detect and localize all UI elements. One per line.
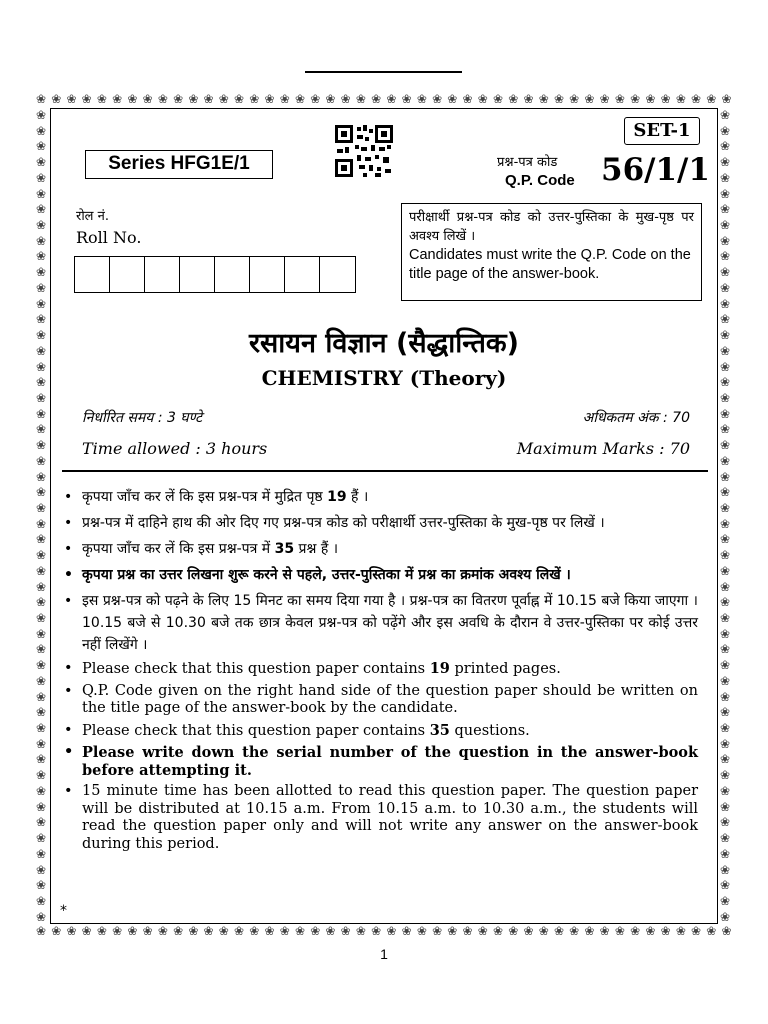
- floral-ornament-icon: ❀: [127, 924, 138, 938]
- floral-ornament-icon: ❀: [706, 924, 717, 938]
- floral-ornament-icon: ❀: [340, 924, 351, 938]
- floral-ornament-icon: ❀: [432, 92, 443, 106]
- roll-digit-box[interactable]: [145, 257, 180, 292]
- floral-ornament-icon: ❀: [719, 721, 731, 736]
- asterisk-mark: *: [60, 903, 67, 919]
- floral-ornament-icon: ❀: [35, 312, 47, 327]
- floral-ornament-icon: ❀: [719, 799, 731, 814]
- floral-ornament-icon: ❀: [35, 909, 47, 924]
- floral-ornament-icon: ❀: [645, 924, 656, 938]
- floral-ornament-icon: ❀: [218, 92, 229, 106]
- floral-ornament-icon: ❀: [447, 92, 458, 106]
- floral-ornament-icon: ❀: [35, 736, 47, 751]
- floral-ornament-icon: ❀: [719, 485, 731, 500]
- set-badge: SET-1: [624, 117, 700, 145]
- floral-ornament-icon: ❀: [35, 422, 47, 437]
- floral-ornament-icon: ❀: [508, 92, 519, 106]
- floral-ornament-icon: ❀: [264, 924, 275, 938]
- floral-ornament-icon: ❀: [719, 438, 731, 453]
- floral-ornament-icon: ❀: [719, 532, 731, 547]
- floral-ornament-icon: ❀: [35, 815, 47, 830]
- floral-ornament-icon: ❀: [719, 202, 731, 217]
- floral-ornament-icon: ❀: [249, 92, 260, 106]
- instructions-list: [62, 486, 698, 857]
- floral-ornament-icon: ❀: [35, 186, 47, 201]
- floral-ornament-icon: ❀: [35, 328, 47, 343]
- floral-ornament-icon: ❀: [35, 218, 47, 233]
- floral-ornament-icon: ❀: [112, 92, 123, 106]
- floral-ornament-icon: ❀: [279, 924, 290, 938]
- floral-ornament-icon: ❀: [371, 924, 382, 938]
- floral-ornament-icon: ❀: [508, 924, 519, 938]
- floral-ornament-icon: ❀: [538, 92, 549, 106]
- floral-ornament-icon: ❀: [719, 893, 731, 908]
- floral-ornament-icon: ❀: [310, 924, 321, 938]
- floral-ornament-icon: ❀: [35, 390, 47, 405]
- floral-ornament-icon: ❀: [719, 422, 731, 437]
- instruction-item: • 15 minute time has been allotted to read this question paper. The question paper will be distributed at 10.15 a.m. From 10.15 a.m. to 10.30 a.m., the students will read the question paper only and will not write any answer on the answer-book during this period.: [62, 783, 698, 853]
- floral-ornament-icon: ❀: [340, 92, 351, 106]
- floral-ornament-icon: ❀: [157, 924, 168, 938]
- floral-ornament-icon: ❀: [447, 924, 458, 938]
- floral-ornament-icon: ❀: [719, 343, 731, 358]
- floral-ornament-icon: ❀: [35, 500, 47, 515]
- floral-ornament-icon: ❀: [35, 359, 47, 374]
- subject-title-hindi: रसायन विज्ञान (सैद्धान्तिक): [249, 328, 519, 359]
- floral-ornament-icon: ❀: [325, 924, 336, 938]
- floral-ornament-icon: ❀: [614, 92, 625, 106]
- floral-ornament-icon: ❀: [35, 485, 47, 500]
- floral-ornament-icon: ❀: [719, 878, 731, 893]
- floral-ornament-icon: ❀: [234, 924, 245, 938]
- floral-ornament-icon: ❀: [719, 768, 731, 783]
- floral-ornament-icon: ❀: [371, 92, 382, 106]
- floral-ornament-icon: ❀: [35, 155, 47, 170]
- floral-ornament-icon: ❀: [462, 92, 473, 106]
- floral-ornament-icon: ❀: [719, 500, 731, 515]
- floral-ornament-icon: ❀: [310, 92, 321, 106]
- floral-ornament-icon: ❀: [719, 752, 731, 767]
- floral-ornament-icon: ❀: [416, 92, 427, 106]
- floral-ornament-icon: ❀: [35, 626, 47, 641]
- roll-digit-box[interactable]: [75, 257, 110, 292]
- floral-ornament-icon: ❀: [719, 626, 731, 641]
- floral-ornament-icon: ❀: [719, 705, 731, 720]
- floral-ornament-icon: ❀: [35, 516, 47, 531]
- floral-ornament-icon: ❀: [719, 108, 731, 122]
- floral-ornament-icon: ❀: [719, 673, 731, 688]
- floral-ornament-icon: ❀: [35, 658, 47, 673]
- floral-ornament-icon: ❀: [719, 312, 731, 327]
- floral-ornament-icon: ❀: [35, 296, 47, 311]
- floral-ornament-icon: ❀: [719, 783, 731, 798]
- floral-ornament-icon: ❀: [35, 579, 47, 594]
- roll-digit-box[interactable]: [180, 257, 215, 292]
- border-ornament-right: [718, 108, 734, 924]
- floral-ornament-icon: ❀: [35, 280, 47, 295]
- qp-code-label-hindi: प्रश्न-पत्र कोड: [497, 155, 558, 170]
- floral-ornament-icon: ❀: [569, 92, 580, 106]
- floral-ornament-icon: ❀: [719, 453, 731, 468]
- floral-ornament-icon: ❀: [584, 924, 595, 938]
- floral-ornament-icon: ❀: [645, 92, 656, 106]
- floral-ornament-icon: ❀: [35, 878, 47, 893]
- floral-ornament-icon: ❀: [35, 799, 47, 814]
- floral-ornament-icon: ❀: [96, 924, 107, 938]
- floral-ornament-icon: ❀: [35, 689, 47, 704]
- floral-ornament-icon: ❀: [66, 92, 77, 106]
- floral-ornament-icon: ❀: [553, 924, 564, 938]
- floral-ornament-icon: ❀: [173, 924, 184, 938]
- floral-ornament-icon: ❀: [719, 170, 731, 185]
- floral-ornament-icon: ❀: [35, 139, 47, 154]
- floral-ornament-icon: ❀: [386, 924, 397, 938]
- roll-number-boxes: [74, 256, 356, 293]
- qp-code-notice: [401, 203, 702, 301]
- floral-ornament-icon: ❀: [96, 92, 107, 106]
- floral-ornament-icon: ❀: [675, 92, 686, 106]
- floral-ornament-icon: ❀: [719, 689, 731, 704]
- floral-ornament-icon: ❀: [35, 170, 47, 185]
- floral-ornament-icon: ❀: [294, 92, 306, 106]
- floral-ornament-icon: ❀: [203, 92, 214, 106]
- floral-ornament-icon: ❀: [523, 92, 534, 106]
- floral-ornament-icon: ❀: [614, 924, 625, 938]
- floral-ornament-icon: ❀: [218, 924, 229, 938]
- floral-ornament-icon: ❀: [249, 924, 260, 938]
- floral-ornament-icon: ❀: [719, 328, 731, 343]
- floral-ornament-icon: ❀: [719, 469, 731, 484]
- floral-ornament-icon: ❀: [719, 139, 731, 154]
- qp-code-value: 56/1/1: [601, 152, 710, 188]
- instruction-item: • इस प्रश्न-पत्र को पढ़ने के लिए 15 मिनट का समय दिया गया है । प्रश्न-पत्र का वितरण पूर्वाह्न में 10.15 बजे किया जाएगा । 10.15 बजे से 10.30 बजे तक छात्र केवल प्रश्न-पत्र को पढ़ेंगे और इस अवधि के दौरान वे उत्तर-पुस्तिका पर कोई उत्तर नहीं लिखेंगे ।: [62, 590, 698, 656]
- floral-ornament-icon: ❀: [386, 92, 397, 106]
- floral-ornament-icon: ❀: [538, 924, 549, 938]
- roll-digit-box[interactable]: [320, 257, 355, 292]
- floral-ornament-icon: ❀: [35, 846, 47, 861]
- floral-ornament-icon: ❀: [691, 92, 702, 106]
- border-ornament-top: [34, 92, 734, 108]
- top-rule: [305, 71, 462, 73]
- floral-ornament-icon: ❀: [706, 92, 717, 106]
- floral-ornament-icon: ❀: [142, 924, 153, 938]
- notice-hindi: परीक्षार्थी प्रश्न-पत्र कोड को उत्तर-पुस्तिका के मुख-पृष्ठ पर अवश्य लिखें ।: [409, 210, 694, 244]
- floral-ornament-icon: ❀: [660, 924, 671, 938]
- floral-ornament-icon: ❀: [35, 673, 47, 688]
- floral-ornament-icon: ❀: [35, 831, 47, 846]
- floral-ornament-icon: ❀: [719, 831, 731, 846]
- floral-ornament-icon: ❀: [660, 92, 671, 106]
- instruction-item: • प्रश्न-पत्र में दाहिने हाथ की ओर दिए गए प्रश्न-पत्र कोड को परीक्षार्थी उत्तर-पुस्तिका के मुख-पृष्ठ पर लिखें ।: [62, 512, 698, 534]
- floral-ornament-icon: ❀: [35, 893, 47, 908]
- instruction-item: • Please check that this question paper contains 19 printed pages.: [62, 660, 698, 679]
- instruction-item: • कृपया प्रश्न का उत्तर लिखना शुरू करने से पहले, उत्तर-पुस्तिका में प्रश्न का क्रमांक अवश्य लिखें ।: [62, 564, 698, 586]
- floral-ornament-icon: ❀: [35, 862, 47, 877]
- floral-ornament-icon: ❀: [719, 359, 731, 374]
- floral-ornament-icon: ❀: [719, 186, 731, 201]
- instruction-item: • Please write down the serial number of the question in the answer-book before attempting it.: [62, 744, 698, 779]
- floral-ornament-icon: ❀: [719, 611, 731, 625]
- floral-ornament-icon: ❀: [35, 783, 47, 798]
- roll-digit-box[interactable]: [285, 257, 320, 292]
- floral-ornament-icon: ❀: [719, 123, 731, 138]
- roll-label-hindi: रोल नं.: [76, 209, 109, 224]
- floral-ornament-icon: ❀: [35, 768, 47, 783]
- floral-ornament-icon: ❀: [630, 92, 641, 106]
- floral-ornament-icon: ❀: [188, 92, 199, 106]
- floral-ornament-icon: ❀: [719, 862, 731, 877]
- floral-ornament-icon: ❀: [173, 92, 184, 106]
- floral-ornament-icon: ❀: [719, 280, 731, 295]
- floral-ornament-icon: ❀: [35, 532, 47, 547]
- roll-label: Roll No.: [76, 228, 142, 247]
- floral-ornament-icon: ❀: [35, 265, 47, 280]
- floral-ornament-icon: ❀: [630, 924, 641, 938]
- floral-ornament-icon: ❀: [719, 249, 731, 264]
- floral-ornament-icon: ❀: [432, 924, 443, 938]
- floral-ornament-icon: ❀: [721, 92, 732, 106]
- floral-ornament-icon: ❀: [35, 453, 47, 468]
- floral-ornament-icon: ❀: [51, 924, 62, 938]
- series-label: Series HFG1E/1: [85, 150, 273, 179]
- floral-ornament-icon: ❀: [719, 218, 731, 233]
- floral-ornament-icon: ❀: [493, 924, 504, 938]
- floral-ornament-icon: ❀: [553, 92, 564, 106]
- floral-ornament-icon: ❀: [719, 909, 731, 924]
- floral-ornament-icon: ❀: [719, 815, 731, 830]
- floral-ornament-icon: ❀: [462, 924, 473, 938]
- floral-ornament-icon: ❀: [719, 406, 731, 421]
- floral-ornament-icon: ❀: [127, 92, 138, 106]
- time-allowed-hindi: निर्धारित समय : 3 घण्टे: [82, 410, 203, 426]
- instruction-item: • कृपया जाँच कर लें कि इस प्रश्न-पत्र में 35 प्रश्न हैं ।: [62, 538, 698, 560]
- qp-code-label: Q.P. Code: [505, 172, 575, 189]
- floral-ornament-icon: ❀: [416, 924, 427, 938]
- floral-ornament-icon: ❀: [35, 406, 47, 421]
- floral-ornament-icon: ❀: [51, 92, 62, 106]
- floral-ornament-icon: ❀: [675, 924, 686, 938]
- floral-ornament-icon: ❀: [35, 469, 47, 484]
- floral-ornament-icon: ❀: [719, 595, 731, 610]
- floral-ornament-icon: ❀: [279, 92, 290, 106]
- floral-ornament-icon: ❀: [719, 390, 731, 405]
- floral-ornament-icon: ❀: [35, 548, 47, 563]
- floral-ornament-icon: ❀: [719, 265, 731, 280]
- floral-ornament-icon: ❀: [157, 92, 168, 106]
- floral-ornament-icon: ❀: [401, 92, 412, 106]
- floral-ornament-icon: ❀: [719, 155, 731, 170]
- floral-ornament-icon: ❀: [325, 92, 336, 106]
- floral-ornament-icon: ❀: [264, 92, 275, 106]
- floral-ornament-icon: ❀: [599, 924, 610, 938]
- floral-ornament-icon: ❀: [35, 924, 47, 938]
- floral-ornament-icon: ❀: [719, 296, 731, 311]
- instruction-item: • Please check that this question paper contains 35 questions.: [62, 722, 698, 741]
- floral-ornament-icon: ❀: [719, 658, 731, 673]
- floral-ornament-icon: ❀: [35, 202, 47, 217]
- floral-ornament-icon: ❀: [81, 924, 92, 938]
- floral-ornament-icon: ❀: [523, 924, 534, 938]
- floral-ornament-icon: ❀: [584, 92, 595, 106]
- time-allowed: Time allowed : 3 hours: [82, 439, 268, 458]
- floral-ornament-icon: ❀: [35, 752, 47, 767]
- floral-ornament-icon: ❀: [355, 92, 366, 106]
- floral-ornament-icon: ❀: [355, 924, 366, 938]
- floral-ornament-icon: ❀: [35, 343, 47, 358]
- floral-ornament-icon: ❀: [719, 233, 731, 248]
- border-ornament-left: [34, 108, 50, 924]
- floral-ornament-icon: ❀: [401, 924, 412, 938]
- max-marks: Maximum Marks : 70: [516, 439, 690, 458]
- floral-ornament-icon: ❀: [691, 924, 702, 938]
- floral-ornament-icon: ❀: [35, 249, 47, 264]
- floral-ornament-icon: ❀: [66, 924, 77, 938]
- floral-ornament-icon: ❀: [188, 924, 199, 938]
- qr-code-icon: [335, 125, 393, 177]
- instruction-item: • कृपया जाँच कर लें कि इस प्रश्न-पत्र में मुद्रित पृष्ठ 19 हैं ।: [62, 486, 698, 508]
- floral-ornament-icon: ❀: [719, 579, 731, 594]
- instruction-item: • Q.P. Code given on the right hand side of the question paper should be written on the title page of the answer-book by the candidate.: [62, 683, 698, 718]
- subject-title: CHEMISTRY (Theory): [261, 366, 507, 390]
- floral-ornament-icon: ❀: [719, 846, 731, 861]
- roll-digit-box[interactable]: [110, 257, 145, 292]
- floral-ornament-icon: ❀: [721, 924, 732, 938]
- floral-ornament-icon: ❀: [35, 705, 47, 720]
- floral-ornament-icon: ❀: [112, 924, 123, 938]
- floral-ornament-icon: ❀: [719, 642, 731, 657]
- floral-ornament-icon: ❀: [203, 924, 214, 938]
- floral-ornament-icon: ❀: [719, 736, 731, 751]
- floral-ornament-icon: ❀: [477, 92, 488, 106]
- floral-ornament-icon: ❀: [493, 92, 504, 106]
- floral-ornament-icon: ❀: [35, 92, 47, 106]
- floral-ornament-icon: ❀: [35, 721, 47, 736]
- floral-ornament-icon: ❀: [719, 375, 731, 390]
- floral-ornament-icon: ❀: [35, 233, 47, 248]
- roll-digit-box[interactable]: [250, 257, 285, 292]
- floral-ornament-icon: ❀: [35, 563, 47, 578]
- max-marks-hindi: अधिकतम अंक : 70: [582, 410, 690, 426]
- notice-english: Candidates must write the Q.P. Code on the title page of the answer-book.: [409, 247, 691, 282]
- floral-ornament-icon: ❀: [142, 92, 153, 106]
- floral-ornament-icon: ❀: [477, 924, 488, 938]
- page-number: 1: [380, 946, 388, 962]
- roll-digit-box[interactable]: [215, 257, 250, 292]
- floral-ornament-icon: ❀: [719, 548, 731, 563]
- section-divider: [62, 470, 708, 472]
- floral-ornament-icon: ❀: [599, 92, 610, 106]
- floral-ornament-icon: ❀: [35, 642, 47, 657]
- floral-ornament-icon: ❀: [35, 595, 47, 610]
- floral-ornament-icon: ❀: [294, 924, 306, 938]
- floral-ornament-icon: ❀: [569, 924, 580, 938]
- floral-ornament-icon: ❀: [81, 92, 92, 106]
- floral-ornament-icon: ❀: [35, 123, 47, 138]
- floral-ornament-icon: ❀: [719, 563, 731, 578]
- floral-ornament-icon: ❀: [234, 92, 245, 106]
- floral-ornament-icon: ❀: [35, 108, 47, 122]
- border-ornament-bottom: [34, 924, 734, 940]
- floral-ornament-icon: ❀: [35, 438, 47, 453]
- floral-ornament-icon: ❀: [35, 611, 47, 625]
- floral-ornament-icon: ❀: [35, 375, 47, 390]
- floral-ornament-icon: ❀: [719, 516, 731, 531]
